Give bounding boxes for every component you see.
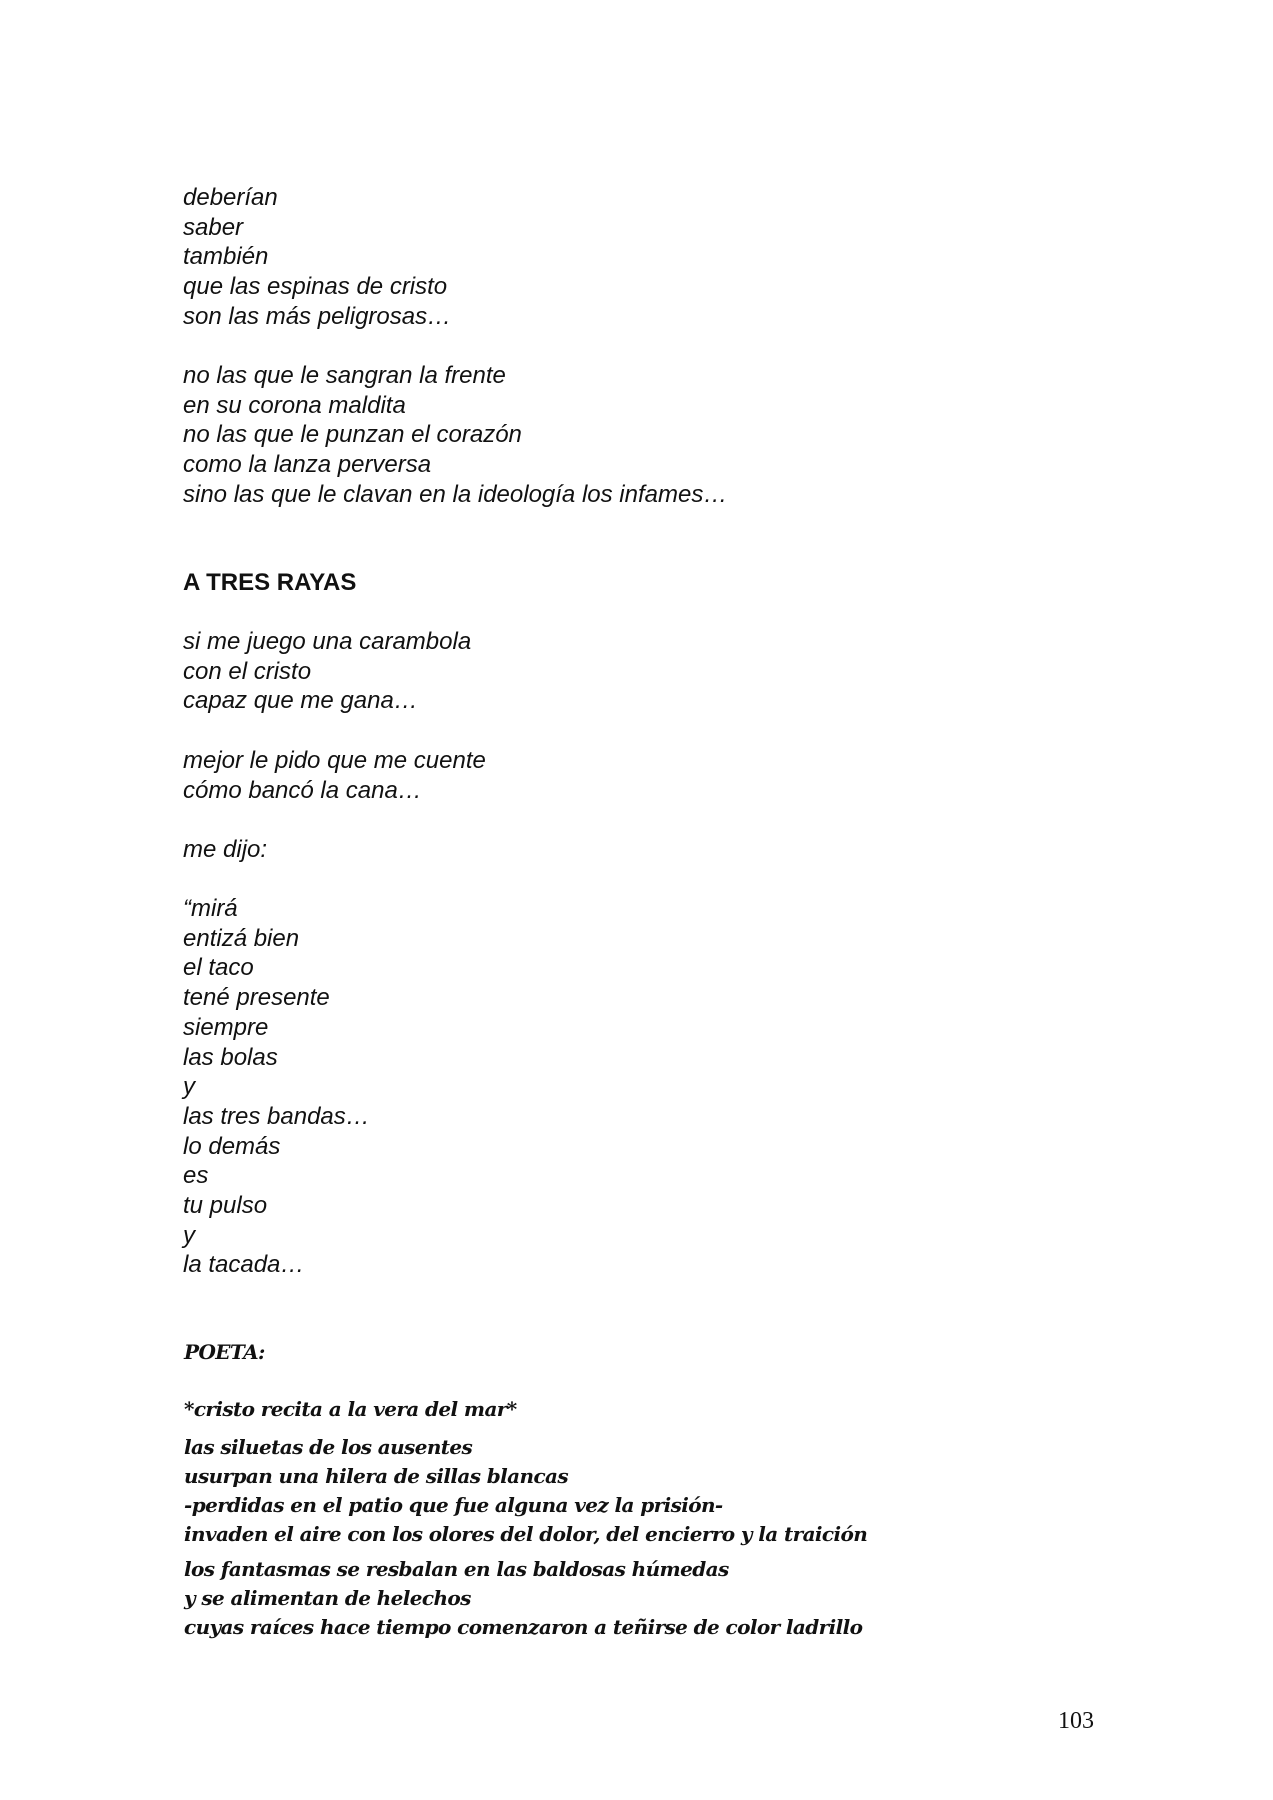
poem-line: con el cristo (183, 657, 312, 685)
poem-line: las bolas (183, 1043, 278, 1071)
poem-line: la tacada… (183, 1251, 305, 1279)
poem-line: “mirá (183, 895, 238, 922)
stanza-5 (183, 835, 267, 865)
stanza-6 (183, 894, 370, 1280)
poem-line: siempre (183, 1013, 269, 1041)
poem-line: si me juego una carambola (183, 628, 472, 655)
poem-line: también (183, 243, 269, 271)
page-number: 103 (1058, 1708, 1094, 1734)
poem-line: saber (183, 213, 244, 241)
poem-line: capaz que me gana… (183, 687, 418, 715)
poem-line: es (183, 1162, 209, 1190)
poem-line: entizá bien (183, 924, 300, 952)
poem-line: que las espinas de cristo (183, 273, 448, 301)
poem-line: son las más peligrosas… (183, 302, 452, 330)
poem-title: A TRES RAYAS (183, 569, 357, 596)
stanza-4 (183, 746, 486, 805)
excerpt-line: y se alimentan de helechos (184, 1586, 471, 1610)
poem-line: como la lanza perversa (183, 451, 432, 479)
poem-line: mejor le pido que me cuente (183, 747, 486, 774)
stanza-3 (183, 627, 471, 716)
stanza-2 (183, 361, 727, 510)
excerpt-block-1 (184, 1433, 867, 1549)
poem-line: me dijo: (183, 836, 268, 863)
excerpt-line: los fantasmas se resbalan en las baldosas húmedas (184, 1557, 729, 1581)
poem-line: en su corona maldita (183, 391, 406, 419)
poem-line: no las que le sangran la frente (183, 362, 506, 389)
section-label: POETA: (184, 1340, 265, 1364)
excerpt-line: invaden el aire con los olores del dolor, del encierro y la traición (184, 1522, 868, 1546)
excerpt-title: *cristo recita a la vera del mar* (184, 1397, 517, 1421)
poem-line: y (183, 1221, 195, 1249)
poem-line: lo demás (183, 1132, 281, 1160)
poem-line: no las que le punzan el corazón (183, 421, 522, 449)
poem-line: deberían (183, 184, 278, 211)
poem-line: las tres bandas… (183, 1102, 370, 1130)
excerpt-block-2 (184, 1555, 862, 1642)
poem-line: sino las que le clavan en la ideología los infames… (183, 480, 728, 508)
poem-line: el taco (183, 954, 254, 982)
excerpt-line: -perdidas en el patio que fue alguna vez la prisión- (184, 1493, 723, 1517)
poem-line: cómo bancó la cana… (183, 776, 422, 804)
excerpt-line: usurpan una hilera de sillas blancas (184, 1464, 569, 1488)
stanza-1 (183, 183, 451, 332)
poem-line: y (183, 1073, 195, 1101)
poem-line: tu pulso (183, 1192, 268, 1220)
excerpt-line: las siluetas de los ausentes (184, 1435, 473, 1459)
poem-line: tené presente (183, 984, 330, 1012)
excerpt-line: cuyas raíces hace tiempo comenzaron a teñirse de color ladrillo (184, 1615, 863, 1639)
